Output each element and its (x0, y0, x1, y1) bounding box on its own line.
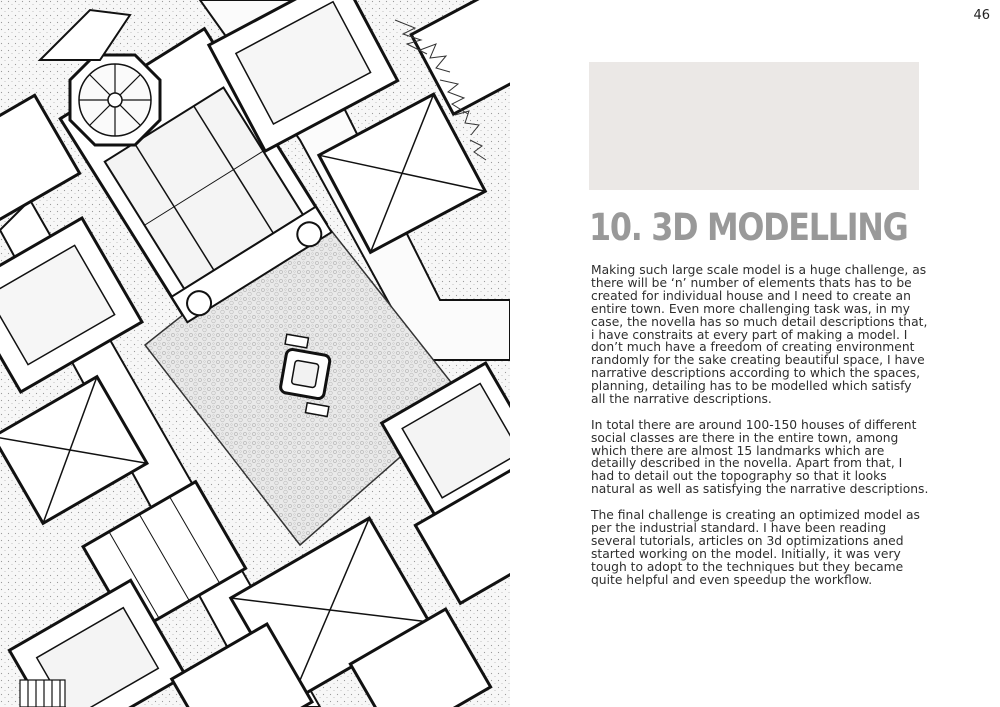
body-paragraph: The final challenge is creating an optimized model as per the industrial standard. I have been reading several tutorials, articles on 3d optimizations aned started working on the model. Initially, it was very tough to adopt to the techniques but they became quite helpful and even speedup the workflow. (591, 508, 920, 587)
page-number: 46 (973, 8, 990, 23)
stairs (20, 680, 65, 707)
body-text (591, 264, 929, 599)
octagon-tower-roof (70, 55, 160, 145)
image-placeholder-box (589, 62, 919, 190)
body-paragraph: Making such large scale model is a huge challenge, as there will be ‘n’ number of elements thats has to be created for individual house and I need to create an entire town. Even more challenging task was, in my case, the novella has so much detail descriptions that, i have constraits at every part of making a model. I don’t much have a freedom of creating environment randomly for the sake creating beautiful space, I have narrative descriptions according to which the spaces, planning, detailing has to be modelled which satisfy all the narrative descriptions. (591, 263, 928, 407)
body-paragraph: In total there are around 100-150 houses of different social classes are there in the entire town, among which there are almost 15 landmarks which are detailly described in the novella. Apart from that, I had to detail out the topography so that it looks natural as well as satisfying the narrative descriptions. (591, 417, 929, 497)
section-title: 10. 3D MODELLING (589, 206, 908, 249)
